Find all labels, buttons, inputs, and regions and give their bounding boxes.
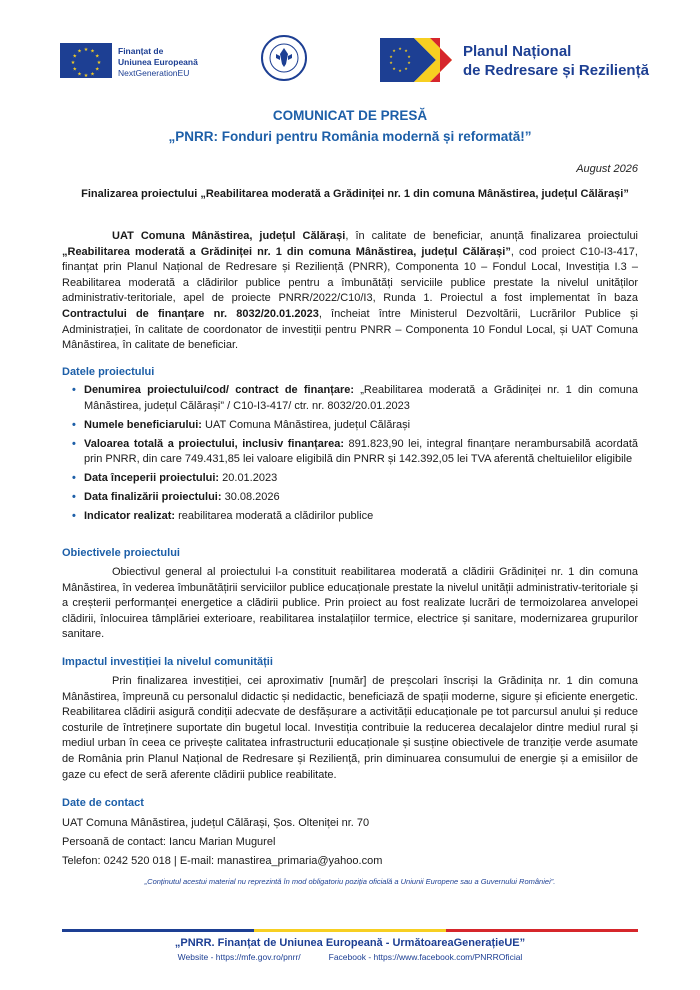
footer-tricolor-bar bbox=[62, 929, 638, 932]
svg-text:★: ★ bbox=[90, 71, 95, 78]
list-item-value: UAT Comuna Mânăstirea, județul Călărași bbox=[201, 418, 411, 431]
intro-text-1: , în calitate de beneficiar, anunță finalizarea proiectului bbox=[345, 230, 639, 242]
impact-paragraph: Prin finalizarea investiției, cei aproximativ [număr] de preșcolari înscriși la Grădinița nr. 1 din comuna Mânăstirea, împreună cu personalul didactic și nedidactic, beneficiază de spații moderne, sigure și eficiente energetic. Reabilitarea clădirii asigură condiții adecvate de desfășurare a activității educaționale pe tot parcursul anului și reduce costurile de întreținere suportate din bugetul local. Investiția contribuie la reducerea decalajelor dintre mediul rural și mediul urban în ceea ce privește calitatea infrastructurii educaționale și susține obiectivele de tranziție verde asumate de România prin Planul Național de Redresare și Reziliență, prin diminuarea consumului de energie și a emisiilor de gaze cu efect de seră aferente clădirii publice reabilitate. bbox=[62, 675, 638, 781]
eu-funding-label bbox=[118, 46, 198, 79]
svg-text:★: ★ bbox=[389, 54, 393, 59]
svg-text:★: ★ bbox=[398, 46, 402, 51]
government-seal-icon bbox=[260, 34, 308, 82]
pnrr-line-2: de Redresare și Reziliență bbox=[463, 62, 649, 79]
list-item-label: Denumirea proiectului/cod/ contract de finanțare: bbox=[84, 384, 355, 396]
pnrr-logo-text bbox=[463, 42, 649, 80]
svg-text:★: ★ bbox=[392, 48, 396, 53]
svg-text:★: ★ bbox=[404, 48, 408, 53]
svg-text:★: ★ bbox=[90, 48, 95, 55]
section-title-objectives: Obiectivele proiectului bbox=[62, 547, 180, 559]
section-title-contact: Date de contact bbox=[62, 797, 144, 809]
list-item-value: 20.01.2023 bbox=[219, 472, 278, 485]
contact-person: Persoană de contact: Iancu Marian Mugurel bbox=[62, 836, 276, 848]
svg-text:★: ★ bbox=[398, 68, 402, 73]
list-item: • Data începerii proiectului: 20.01.2023 bbox=[72, 472, 278, 485]
svg-text:★: ★ bbox=[83, 73, 89, 78]
list-item-label: Indicator realizat: bbox=[84, 510, 176, 523]
section-title-impact: Impactul investiției la nivelul comunității bbox=[62, 656, 273, 668]
list-item: • Denumirea proiectului/cod/ contract de finanțare: „Reabilitarea moderată a Grădiniței nr. 1 din comuna Mânăstirea, județul Călărași” / C10-I3-417/ ctr. nr. 8032/20.01.2023 bbox=[72, 384, 639, 412]
pnrr-line-1: Planul Național bbox=[463, 43, 572, 60]
pnrr-logo-icon bbox=[380, 38, 462, 82]
eu-line-3: NextGenerationEU bbox=[118, 68, 190, 78]
svg-text:★: ★ bbox=[96, 60, 102, 66]
list-item-value: 30.08.2026 bbox=[221, 491, 280, 504]
eu-line-1: Finanțat de bbox=[118, 46, 164, 56]
facebook-link[interactable]: Facebook - https://www.facebook.com/PNRROficial bbox=[328, 952, 523, 962]
footer-links bbox=[0, 952, 700, 962]
svg-text:★: ★ bbox=[95, 66, 100, 73]
press-release-title: COMUNICAT DE PRESĂ bbox=[272, 108, 428, 123]
disclaimer: „Conținutul acestui material nu reprezintă în mod obligatoriu poziția oficială a Uniunii Europene sau a Guvernului României”. bbox=[144, 877, 556, 886]
objectives-paragraph: Obiectivul general al proiectului l-a constituit reabilitarea moderată a clădirii Grădiniței nr. 1 din comuna Mânăstirea, în vederea îmbunătățirii serviciilor publice educaționale prestate la nivelul unității administrativ-teritoriale și a creșterii performanței energetice a clădirii publice. Prin proiect au fost realizate lucrări de termoizolarea anvelopei clădirii, înlocuirea tâmplăriei exterioare, reabilitarea instalațiilor termice, electrice și sanitare, modernizarea grupurilor sanitare. bbox=[62, 566, 638, 641]
list-item-label: Numele beneficiarului: bbox=[84, 418, 202, 431]
intro-project-name: „Reabilitarea moderată a Grădiniței nr. 1 din comuna Mânăstirea, județul Călărași” bbox=[62, 245, 511, 258]
list-item: • Numele beneficiarului: UAT Comuna Mânăstirea, județul Călărași bbox=[72, 418, 411, 431]
list-item-value: „Reabilitarea moderată a Grădiniței nr. 1 din comuna Mânăstirea, județul Călărași” / C10-I3-417/ ctr. nr. 8032/20.01.2023 bbox=[84, 384, 639, 412]
svg-text:★: ★ bbox=[72, 66, 77, 73]
list-item-label: Data începerii proiectului: bbox=[84, 472, 220, 485]
list-item: • Valoarea totală a proiectului, inclusiv finanțarea: 891.823,90 lei, integral finanțare nerambursabilă acordată prin PNRR, din care 749.431,85 lei valoare eligibilă din PNRR și 142.392,05 lei TVA aferentă cheltuielilor eligibile bbox=[72, 437, 638, 466]
list-item-label: Data finalizării proiectului: bbox=[84, 491, 222, 504]
svg-text:★: ★ bbox=[72, 53, 77, 60]
list-item: • Data finalizării proiectului: 30.08.2026 bbox=[72, 491, 280, 504]
section-title-project-data: Datele proiectului bbox=[62, 366, 155, 378]
intro-text-2: , cod proiect C10-I3-417, finanțat prin Planul Național de Redresare și Reziliență (PNRR), Componenta 10 – Fondul Local, Investiția I.3 – Reabilitarea moderată a clădirilor publice pentru a îmbunătăți serviciile publice prestate la nivelul unităților administrativ-teritoriale, apel de proiecte PNRR/2022/C10/I3, Runda 1. Proiectul a fost implementat în baza bbox=[62, 245, 638, 305]
svg-text:★: ★ bbox=[407, 54, 411, 59]
list-item-value: 891.823,90 lei, integral finanțare nerambursabilă acordată prin PNRR, din care 749.431,85 lei valoare eligibilă din PNRR și 142.392,05 lei TVA aferentă cheltuielilor eligibile bbox=[84, 437, 638, 466]
svg-text:★: ★ bbox=[70, 60, 76, 66]
svg-text:★: ★ bbox=[77, 48, 82, 55]
contact-phone-email: Telefon: 0242 520 018 | E-mail: manastirea_primaria@yahoo.com bbox=[62, 855, 383, 867]
svg-text:★: ★ bbox=[95, 53, 100, 60]
intro-beneficiary: UAT Comuna Mânăstirea, județul Călărași bbox=[112, 230, 346, 242]
eu-flag-icon bbox=[60, 43, 112, 78]
website-link[interactable]: Website - https://mfe.gov.ro/pnrr/ bbox=[177, 952, 301, 962]
footer-slogan: „PNRR. Finanțat de Uniunea Europeană - UrmătoareaGenerațieUE” bbox=[174, 937, 526, 949]
contact-address: UAT Comuna Mânăstirea, județul Călărași, Șos. Olteniței nr. 70 bbox=[62, 817, 370, 829]
intro-text-3: , încheiat între Ministerul Dezvoltării, Lucrărilor Publice și Administrației, în calitate de coordonator de investiții pentru PNRR – Componenta 10 Fondul Local, și UAT Comuna Mânăstirea, în calitate de beneficiar. bbox=[62, 307, 638, 352]
svg-text:★: ★ bbox=[389, 60, 393, 65]
release-date: August 2026 bbox=[576, 163, 638, 175]
intro-paragraph bbox=[62, 229, 638, 354]
svg-text:★: ★ bbox=[77, 71, 82, 78]
list-item-label: Valoarea totală a proiectului, inclusiv finanțarea: bbox=[84, 437, 344, 450]
svg-text:★: ★ bbox=[392, 66, 396, 71]
list-item: • Indicator realizat: reabilitarea moderată a clădirilor publice bbox=[72, 510, 374, 523]
contact-block bbox=[62, 814, 382, 871]
project-data-list bbox=[72, 383, 638, 529]
svg-text:★: ★ bbox=[83, 47, 89, 53]
svg-text:★: ★ bbox=[404, 66, 408, 71]
intro-contract: Contractului de finanțare nr. 8032/20.01.2023 bbox=[62, 307, 319, 320]
eu-line-2: Uniunea Europeană bbox=[118, 57, 198, 67]
svg-text:★: ★ bbox=[407, 60, 411, 65]
project-heading: Finalizarea proiectului „Reabilitarea moderată a Grădiniței nr. 1 din comuna Mânăstirea, județul Călărași” bbox=[81, 188, 629, 200]
press-release-subtitle: „PNRR: Fonduri pentru România modernă și reformată!” bbox=[168, 129, 532, 144]
list-item-value: reabilitarea moderată a clădirilor publice bbox=[175, 510, 374, 523]
